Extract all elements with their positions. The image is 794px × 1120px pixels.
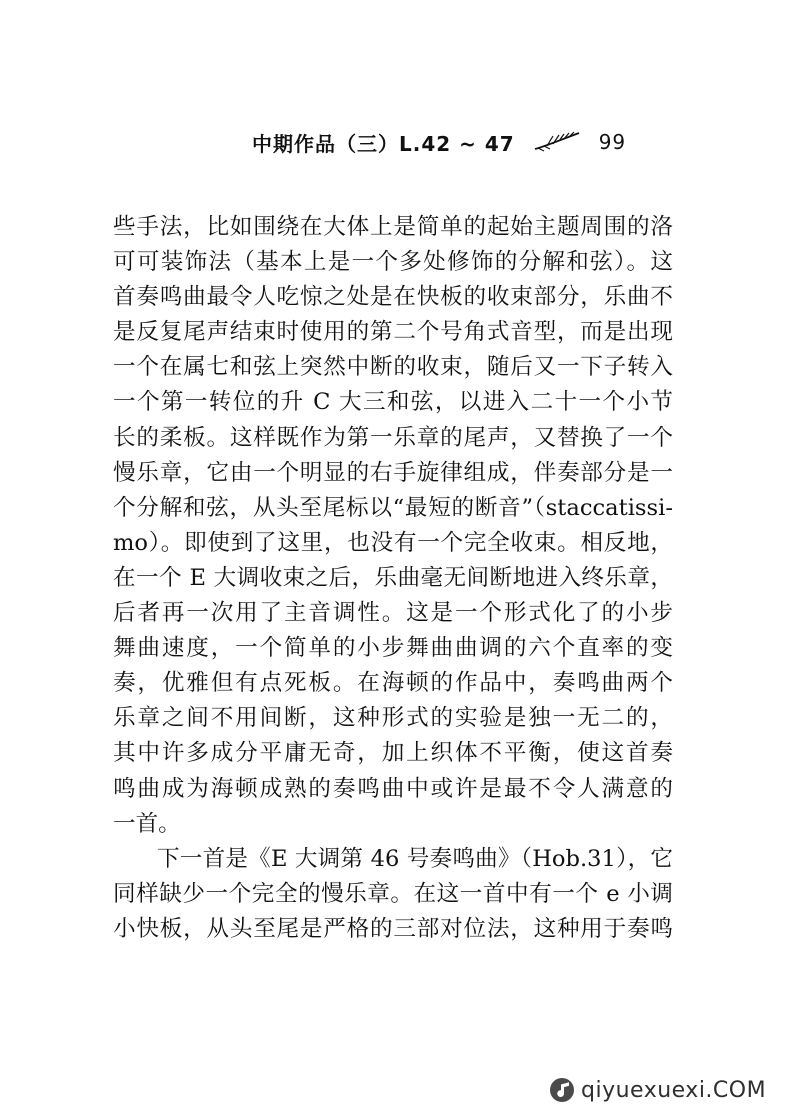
text-line: 一个在属七和弦上突然中断的收束，随后又一下子转入: [113, 354, 673, 381]
text-line: 奏，优雅但有点死板。在海顿的作品中，奏鸣曲两个: [113, 670, 673, 697]
text-line: 慢乐章，它由一个明显的右手旋律组成，伴奏部分是一: [113, 459, 673, 486]
text-line: 乐章之间不用间断，这种形式的实验是独一无二的，: [113, 705, 673, 732]
text-line: 长的柔板。这样既作为第一乐章的尾声，又替换了一个: [113, 424, 673, 451]
watermark-text: qiyuexuexi.COM: [581, 1077, 767, 1103]
text-line: 是反复尾声结束时使用的第二个号角式音型，而是出现: [113, 319, 673, 346]
text-line: 同样缺少一个完全的慢乐章。在这一首中有一个 e 小调: [113, 880, 673, 907]
main-text: [113, 210, 673, 947]
music-note-logo-icon: [548, 1076, 576, 1104]
text-line: 些手法，比如围绕在大体上是简单的起始主题周围的洛: [113, 214, 673, 240]
text-line: 鸣曲成为海顿成熟的奏鸣曲中或许是最不令人满意的: [113, 775, 673, 802]
text-line: 其中许多成分平庸无奇，加上织体不平衡，使这首奏: [113, 740, 673, 767]
text-line: 个分解和弦，从头至尾标以“最短的断音”（staccatissi-: [113, 494, 673, 521]
text-line: mo）。即使到了这里，也没有一个完全收束。相反地，: [113, 529, 673, 556]
text-line: 一个第一转位的升 C 大三和弦，以进入二十一个小节: [113, 389, 673, 416]
text-line: 小快板，从头至尾是严格的三部对位法，这种用于奏鸣: [113, 915, 673, 942]
chapter-title: 中期作品（三）L.42 ~ 47: [252, 131, 515, 156]
text-line: 首奏鸣曲最令人吃惊之处是在快板的收束部分，乐曲不: [113, 284, 673, 311]
paragraph-end-line: 一首。: [113, 810, 181, 837]
feather-ornament-icon: [533, 131, 583, 153]
text-line: 后者再一次用了主音调性。这是一个形式化了的小步: [113, 600, 673, 627]
paragraph-start-line: 下一首是《E 大调第 46 号奏鸣曲》（Hob.31），它: [157, 845, 673, 872]
site-watermark: [548, 1074, 783, 1106]
text-line: 可可装饰法（基本上是一个多处修饰的分解和弦）。这: [113, 249, 673, 276]
text-line: 舞曲速度，一个简单的小步舞曲曲调的六个直率的变: [113, 635, 673, 662]
page-number: 99: [598, 130, 627, 154]
running-header: [252, 124, 642, 160]
text-line: 在一个 E 大调收束之后，乐曲毫无间断地进入终乐章，: [113, 564, 673, 591]
